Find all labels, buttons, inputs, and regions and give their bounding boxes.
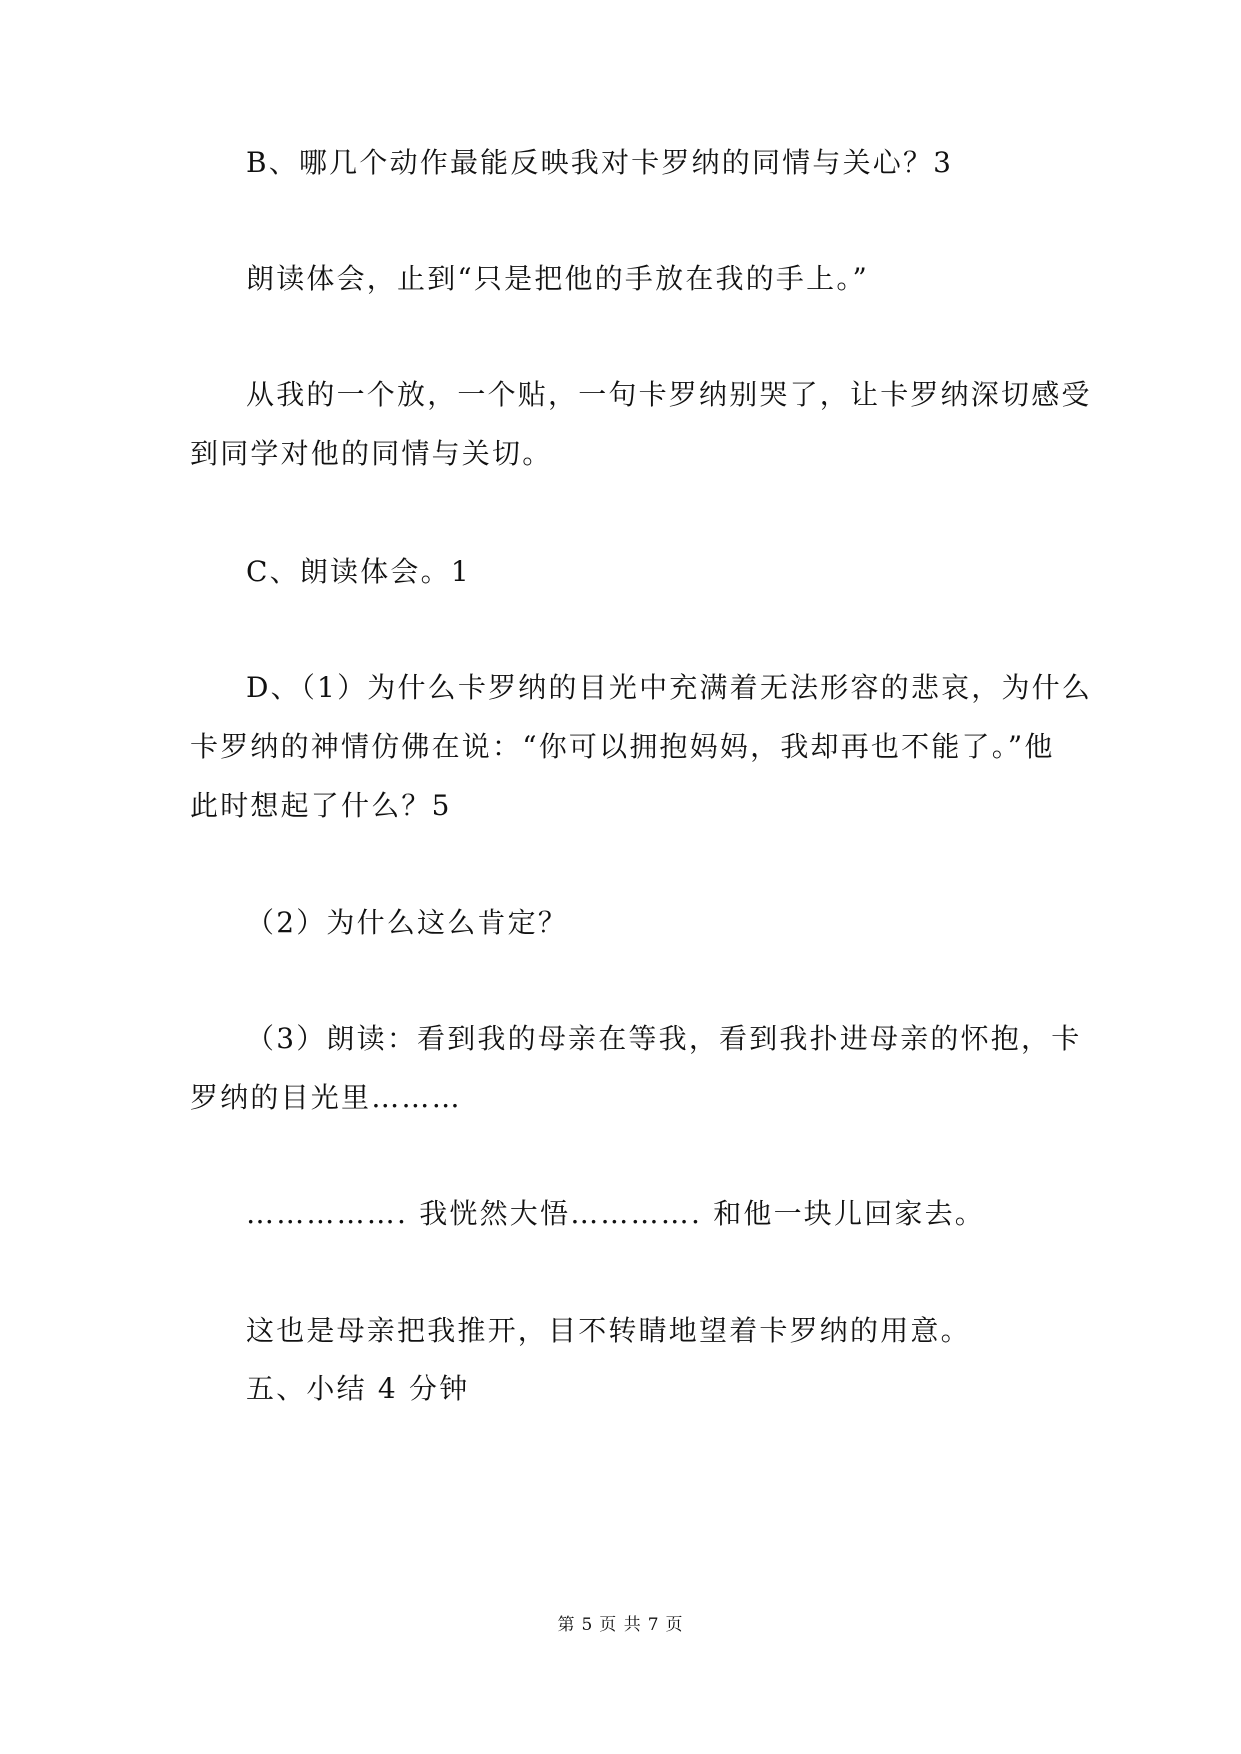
sub-question-3-line-1: （3）朗读：看到我的母亲在等我，看到我扑进母亲的怀抱，卡 [246, 1022, 1082, 1055]
ellipsis-line: ……………. 我恍然大悟…………. 和他一块儿回家去。 [246, 1197, 986, 1230]
question-c: C、朗读体会。1 [246, 555, 471, 588]
question-d-line-1: D、（1）为什么卡罗纳的目光中充满着无法形容的悲哀，为什么 [246, 671, 1093, 704]
sub-question-2: （2）为什么这么肯定？ [246, 906, 569, 939]
paragraph-line-2: 到同学对他的同情与关切。 [190, 437, 553, 470]
question-d-line-2: 卡罗纳的神情仿佛在说：“你可以拥抱妈妈，我却再也不能了。”他 [190, 730, 1055, 763]
footer-mid: 页 共 [599, 1615, 642, 1635]
question-b: B、哪几个动作最能反映我对卡罗纳的同情与关心？3 [246, 146, 954, 179]
sub-question-3-line-2: 罗纳的目光里……… [190, 1081, 462, 1114]
section-5-heading: 五、小结 4 分钟 [246, 1372, 470, 1405]
footer-prefix: 第 [557, 1615, 576, 1635]
question-d-line-3: 此时想起了什么？5 [190, 789, 452, 822]
conclusion-line: 这也是母亲把我推开，目不转睛地望着卡罗纳的用意。 [246, 1314, 971, 1347]
current-page-number: 5 [581, 1615, 594, 1635]
read-instruction-b: 朗读体会，止到“只是把他的手放在我的手上。” [246, 262, 870, 295]
page-footer [0, 1614, 1241, 1636]
paragraph-line-1: 从我的一个放，一个贴，一句卡罗纳别哭了，让卡罗纳深切感受 [246, 378, 1092, 411]
footer-suffix: 页 [665, 1615, 684, 1635]
total-page-number: 7 [647, 1615, 660, 1635]
